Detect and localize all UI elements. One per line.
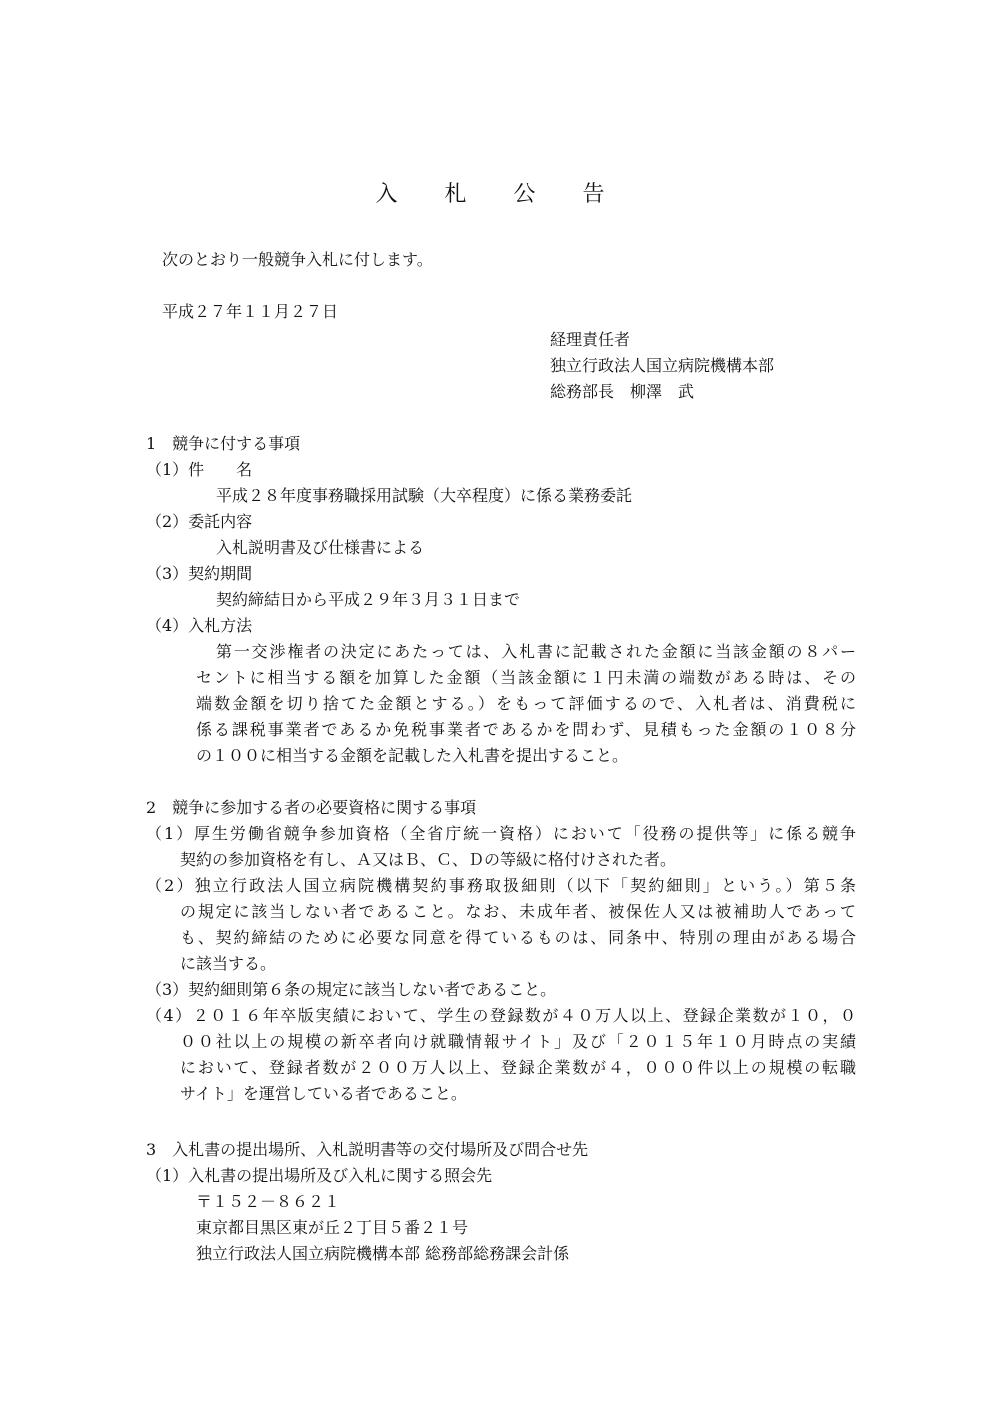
postal-code: 〒１５２－８６２１	[196, 1192, 341, 1211]
address: 東京都目黒区東が丘２丁目５番２１号	[196, 1218, 469, 1237]
section-1-item-4-body-line: セントに相当する額を加算した金額（当該金額に１円未満の端数がある時は、その	[196, 668, 856, 687]
section-1-item-4-body-line: 係る課税事業者であるか免税事業者であるかを問わず、見積もった金額の１０８分	[196, 720, 856, 739]
section-1-item-3-label: （3）契約期間	[146, 564, 253, 583]
section-3-heading: 3 入札書の提出場所、入札説明書等の交付場所及び問合せ先	[146, 1140, 589, 1159]
section-2-item-1-line: （1）厚生労働省競争参加資格（全省庁統一資格）において「役務の提供等」に係る競争	[146, 824, 856, 843]
section-1-item-2-body: 入札説明書及び仕様書による	[216, 538, 425, 557]
section-1-item-1-label: （1）件 名	[146, 460, 253, 479]
section-2-item-3-line: （3）契約細則第６条の規定に該当しない者であること。	[146, 980, 557, 999]
section-1-item-4-label: （4）入札方法	[146, 616, 253, 635]
section-2-item-4-line: において、登録者数が２００万人以上、登録企業数が４，０００件以上の規模の転職	[180, 1058, 856, 1077]
section-1-item-4-body-line: の１００に相当する金額を記載した入札書を提出すること。	[196, 746, 629, 765]
section-1-item-4-body-line: 第一交渉権者の決定にあたっては、入札書に記載された金額に当該金額の８パー	[216, 642, 856, 661]
issuer-person: 総務部長 柳澤 武	[550, 382, 695, 401]
section-2-item-2-line: （2）独立行政法人国立病院機構契約事務取扱細則（以下「契約細則」という。）第５条	[146, 876, 856, 895]
issuer-role: 経理責任者	[550, 330, 631, 349]
section-1-item-1-body: 平成２８年度事務職採用試験（大卒程度）に係る業務委託	[216, 486, 633, 505]
section-2-item-2-line: の規定に該当しない者であること。なお、未成年者、被保佐人又は被補助人であって	[180, 902, 856, 921]
section-3-item-1-label: （1）入札書の提出場所及び入札に関する照会先	[146, 1166, 493, 1185]
section-2-heading: 2 競争に参加する者の必要資格に関する事項	[146, 798, 477, 817]
section-1-heading: 1 競争に付する事項	[146, 434, 301, 453]
notice-date: 平成２７年１１月２７日	[162, 302, 339, 321]
section-1-item-4-body-line: 端数金額を切り捨てた金額とする。）をもって評価するので、入札者は、消費税に	[196, 694, 856, 713]
section-2-item-4-line: サイト」を運営している者であること。	[180, 1084, 467, 1103]
section-1-item-3-body: 契約締結日から平成２９年３月３１日まで	[216, 590, 521, 609]
section-2-item-4-line: ００社以上の規模の新卒者向け就職情報サイト」及び「２０１５年１０月時点の実績	[180, 1032, 856, 1051]
intro-text: 次のとおり一般競争入札に付します。	[162, 250, 433, 269]
section-1-item-2-label: （2）委託内容	[146, 512, 253, 531]
section-2-item-4-line: （4）２０１６年卒版実績において、学生の登録数が４０万人以上、登録企業数が１０，０	[146, 1006, 856, 1025]
document-title: 入 札 公 告	[375, 182, 625, 207]
issuer-organization: 独立行政法人国立病院機構本部	[550, 356, 775, 375]
section-2-item-1-line: 契約の参加資格を有し、Ａ又はＢ、Ｃ、Ｄの等級に格付けされた者。	[180, 850, 677, 869]
section-2-item-2-line: も、契約締結のために必要な同意を得ているものは、同条中、特別の理由がある場合	[180, 928, 856, 947]
contact-department: 独立行政法人国立病院機構本部 総務部総務課会計係	[196, 1244, 570, 1263]
section-2-item-2-line: に該当する。	[180, 954, 277, 973]
